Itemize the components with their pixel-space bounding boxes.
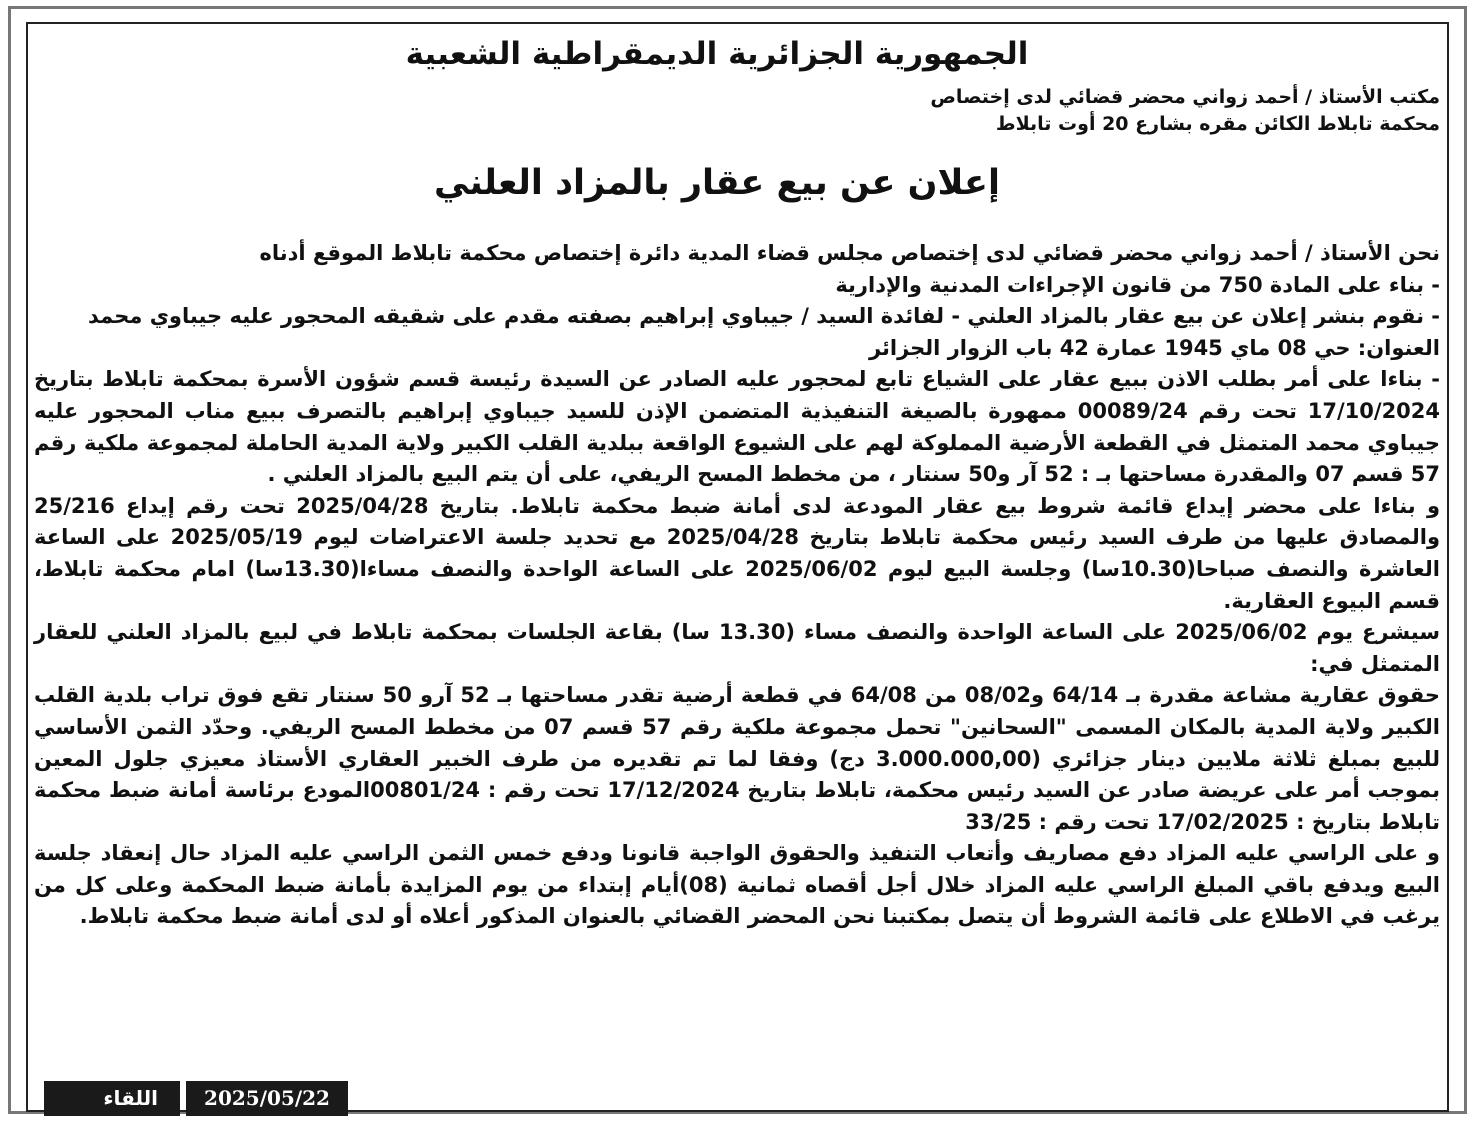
republic-heading: الجمهورية الجزائرية الديمقراطية الشعبية (405, 36, 1029, 72)
paragraph-order: - بناءا على أمر بطلب الاذن ببيع عقار على الشياع تابع لمحجور عليه الصادر عن السيدة رئيسة قسم شؤون الأسرة بمحكمة تابلاط بتاريخ 17/10/2024 تحت رقم 00089/24 ممهورة بالصيغة التنفيذية المتضمن الإذن للسيد جيباوي إبراهيم بالتصرف ببيع مناب المحجور عليه جيباوي محمد المتمثل في القطعة الأرضية المملوكة لهم على الشيوع الواقعة ببلدية القلب الكبير ولاية المدية الحاملة لمجموعة ملكية رقم 57 قسم 07 والمقدرة مساحتها بـ : 52 آر و50 سنتار ، من مخطط المسح الريفي، على أن يتم البيع بالمزاد العلني . (34, 367, 1441, 487)
paragraph-intro: نحن الأستاذ / أحمد زواني محضر قضائي لدى إختصاص مجلس قضاء المدية دائرة إختصاص محكمة تابلاط الموقع أدناه (259, 241, 1440, 265)
announcement-title: إعلان عن بيع عقار بالمزاد العلني (434, 163, 1000, 203)
office-line-2: محكمة تابلاط الكائن مقره بشارع 20 أوت تابلاط (995, 113, 1440, 135)
paragraph-address: العنوان: حي 08 ماي 1945 عمارة 42 باب الزوار الجزائر (868, 335, 1440, 360)
announcement-content (34, 28, 1440, 933)
publication-date: 2025/05/22 (186, 1081, 348, 1116)
newspaper-name: اللقاء (44, 1081, 180, 1116)
paragraph-sale-date: سيشرع يوم 2025/06/02 على الساعة الواحدة والنصف مساء (13.30 سا) بقاعة الجلسات بمحكمة تابلاط في لبيع بالمزاد العلني للعقار المتمثل في: (34, 620, 1441, 676)
office-line-1: مكتب الأستاذ / أحمد زواني محضر قضائي لدى إختصاص (930, 86, 1440, 108)
paragraph-payment: و على الراسي عليه المزاد دفع مصاريف وأتعاب التنفيذ والحقوق الواجبة قانونا ودفع خمس الثمن الراسي عليه المزاد حال إنعقاد جلسة البيع ويدفع باقي المبلغ الراسي عليه المزاد خلال أجل أقصاه ثمانية (08)أيام إبتداء من يوم المزايدة بأمانة ضبط المحكمة وعلى كل من يرغب في الاطلاع على قائمة الشروط أن يتصل بمكتبنا نحن المحضر القضائي بالعنوان المذكور أعلاه أو لدى أمانة ضبط محكمة تابلاط. (34, 841, 1440, 929)
paragraph-property: حقوق عقارية مشاعة مقدرة بـ 64/14 و08/02 من 64/08 في قطعة أرضية تقدر مساحتها بـ 52 آرو 50 سنتار تقع فوق تراب بلدية القلب الكبير ولاية المدية بالمكان المسمى "السحانين" تحمل مجموعة ملكية رقم 57 قسم 07 من مخطط المسح الريفي. وحدّد الثمن الأساسي للبيع بمبلغ ثلاثة ملايين دينار جزائري (3.000.000,00 دج) وفقا لما تم تقديره من طرف الخبير العقاري الأستاذ معيزي جلول المعين بموجب أمر على عريضة صادر عن السيد رئيس محكمة، تابلاط بتاريخ 17/12/2024 تحت رقم : 00801/24المودع برئاسة أمانة ضبط محكمة تابلاط بتاريخ : 17/02/2025 تحت رقم : 33/25 (34, 683, 1440, 834)
paragraph-conditions: و بناءا على محضر إيداع قائمة شروط بيع عقار المودعة لدى أمانة ضبط محكمة تابلاط. بتاريخ 2025/04/28 تحت رقم إيداع 25/216 والمصادق عليها من طرف السيد رئيس محكمة تابلاط بتاريخ 2025/04/28 مع تحديد جلسة الاعتراضات ليوم 2025/05/19 على الساعة العاشرة والنصف صباحا(10.30سا) وجلسة البيع ليوم 2025/06/02 على الساعة الواحدة والنصف مساءا(13.30سا) امام محكمة تابلاط، قسم البيوع العقارية. (34, 493, 1440, 613)
announcement-body (34, 238, 1440, 933)
paragraph-publish: - نقوم بنشر إعلان عن بيع عقار بالمزاد العلني - لفائدة السيد / جيباوي إبراهيم بصفته مقدم على شقيقه المحجور عليه جيباوي محمد (88, 304, 1440, 329)
paragraph-article: - بناء على المادة 750 من قانون الإجراءات المدنية والإدارية (835, 272, 1440, 297)
footer-bar (44, 1081, 348, 1116)
